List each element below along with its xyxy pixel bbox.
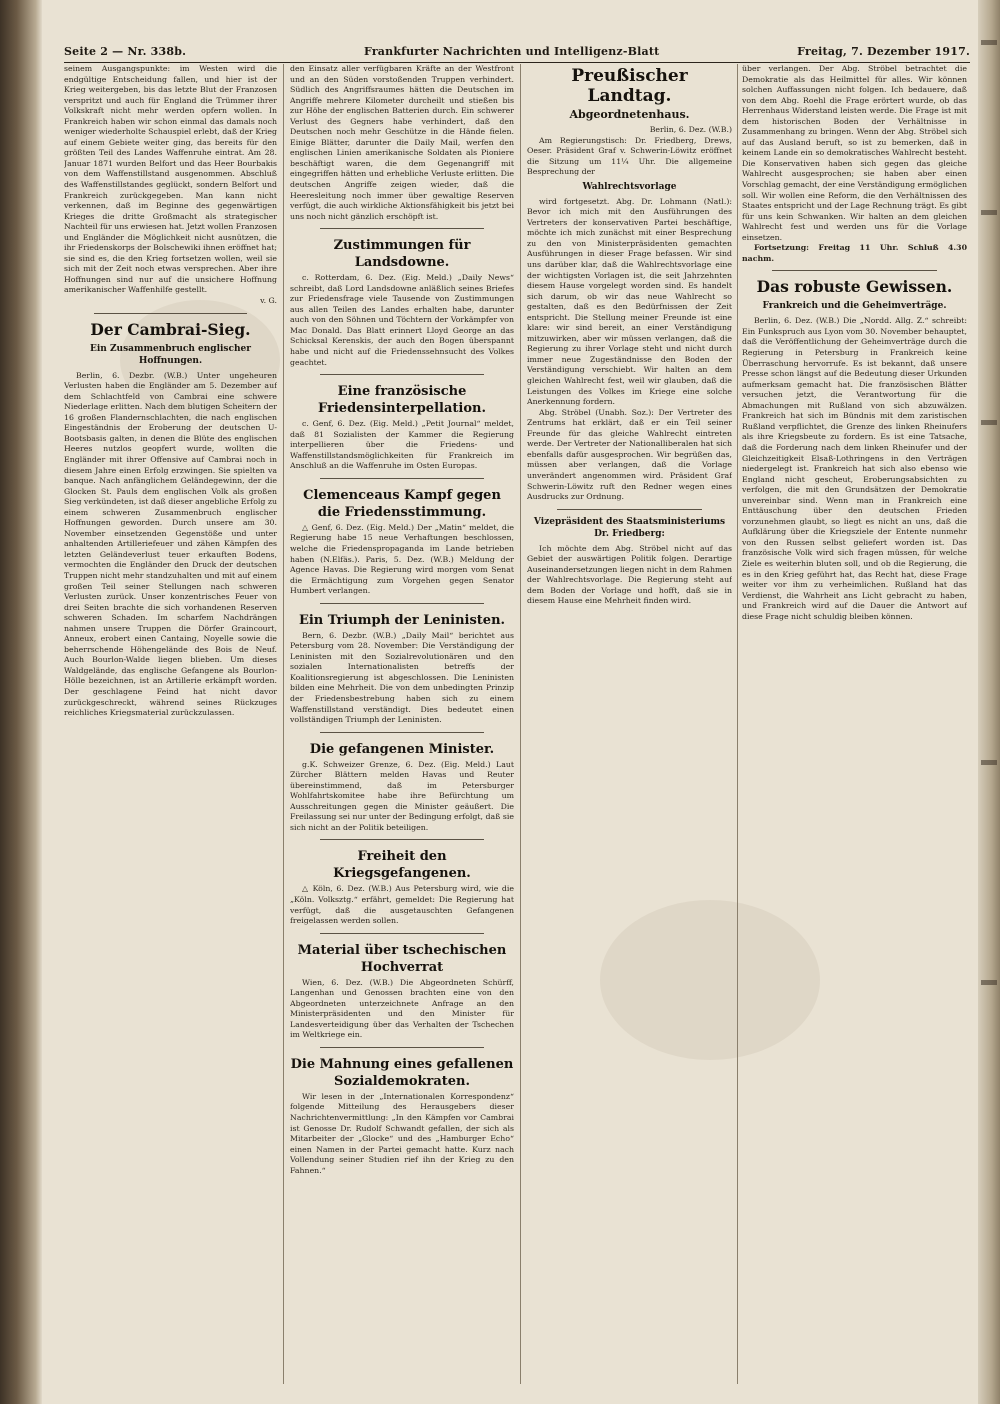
article-subheadline: Frankreich und die Geheimverträge. <box>762 301 947 312</box>
column-2 <box>290 64 514 1384</box>
divider <box>320 478 484 479</box>
article-continuation: über verlangen. Der Abg. Ströbel betrachtet die Demokratie als das Heilmittel für alles. Wir können solchen Auffassungen nicht folgen. Ich bedauere, daß von dem Abg. Roehl die Frage erörtert wurde, ob das Herrenhaus Widerstand leisten werde. Die Frage ist mit dem historischen Boden der Verhältnisse in Zusammenhang zu bringen. Wenn der Abg. Ströbel sich auf das Ausland beruft, so ist zu bemerken, daß in keinem Lande ein so demokratisches Wahlrecht besteht. Die Konservativen haben sich gegen das gleiche Wahlrecht ausgesprochen; sie haben aber einen Vorschlag gemacht, der eine Verständigung ermöglichen soll. Wir wollen eine Reform, die den Verhältnissen des Staates entspricht und der Lage Rechnung trägt. Es gibt für uns kein Schwanken. Wir halten an dem gleichen Wahlrecht fest und werden uns für die Vorlage einsetzen. <box>742 64 967 242</box>
article-headline: Der Cambrai-Sieg. <box>90 319 251 339</box>
column-4 <box>742 64 967 1384</box>
debate-speech: Abg. Ströbel (Unabh. Soz.): Der Vertreter des Zentrums hat erklärt, daß er ein Teil seiner Freunde für das gleiche Wahlrecht eintreten werde. Der Vertreter der Nationalliberalen hat sich ebenfalls dafür ausgesprochen. Wir begrüßen das, müssen aber verlangen, daß die Vorlage unverändert angenommen wird. Präsident Graf Schwerin-Löwitz ruft den Redner wegen eines Ausdrucks zur Ordnung. <box>527 407 732 502</box>
article-body: c. Genf, 6. Dez. (Eig. Meld.) „Petit Journal“ meldet, daß 81 Sozialisten der Kammer die Regierung interpellieren über die Friedens- und Waffenstillstandsmöglichkeiten für Frankreich im Anschluß an die Waffenruhe im Osten Europas. <box>290 419 514 471</box>
article-headline: Das robuste Gewissen. <box>756 277 953 297</box>
divider <box>320 732 484 733</box>
issue-date: Freitag, 7. Dezember 1917. <box>797 45 970 58</box>
article-subheadline: Ein Zusammenbruch englischer Hoffnungen. <box>90 343 251 366</box>
article-body: Bern, 6. Dezbr. (W.B.) „Daily Mail“ berichtet aus Petersburg vom 28. November: Die Verständigung der Leninisten mit den Sozialrevolutionären und den sozialen Internationalisten betreffs der Koalitionsregierung ist abgeschlossen. Die Leninisten bilden eine Mehrheit. Die von dem unbedingten Prinzip der Friedensbestrebung haben sich zu einem Waffenstillstand verständigt. Dies bedeutet einen vollständigen Triumph der Leninisten. <box>290 630 514 725</box>
book-binding <box>0 0 42 1404</box>
column-3 <box>527 64 732 1384</box>
divider <box>557 509 702 510</box>
newspaper-title: Frankfurter Nachrichten und Intelligenz-Blatt <box>364 45 660 58</box>
article-body: △ Genf, 6. Dez. (Eig. Meld.) Der „Matin“ meldet, die Regierung habe 15 neue Verhaftungen beschlossen, welche die Friedenspropaganda im Lande betrieben haben (N.Elfäs.). Paris, 5. Dez. (W.B.) Meldung der Agence Havas. Die Regierung wird morgen vom Senat die Ermächtigung zum Vorgehen gegen Senator Humbert verlangen. <box>290 522 514 596</box>
article-body: △ Köln, 6. Dez. (W.B.) Aus Petersburg wird, wie die „Köln. Volksztg.“ erfährt, gemeldet: Die Regierung hat verfügt, daß die ausgetauschten Gefangenen freigelassen werden sollen. <box>290 884 514 926</box>
article-headline: Material über tschechischen Hochverrat <box>297 942 507 975</box>
article-headline: Zustimmungen für Landsdowne. <box>333 238 471 271</box>
article-continuation: seinem Ausgangspunkte: im Westen wird die endgültige Entscheidung fallen, und hier ist der Krieg weitergeben, bis das letzte Blut der Franzosen verspritzt und auch für England die Trümmer ihrer Volkskraft nicht mehr werden opfern wollen. In Frankreich haben wir schon einmal das damals noch weniger wiederholte Schauspiel erlebt, daß der Krieg auf einem Gebiete weiter ging, das bereits für den größten Teil des Landes Waffenruhe eintrat. Am 28. Januar 1871 wurden Belfort und das Heer Bourbakis von dem Waffenstillstand ausgenommen. Abschluß des Waffenstillstandes geglückt, sondern Belfort und Frankreich zurückgegeben. Man kann nicht verkennen, daß im Beginne des gegenwärtigen Krieges die dritte Großmacht als strategischer Nachteil für uns erwiesen hat. Jetzt wollen Franzosen und Engländer die Möglichkeit nicht ausnützen, die ihr Friedenskorps der Bolschewiki ihnen eröffnet hat; sie sind es, die den Krieg fortsetzen wollen, weil sie sich mit der Zeit noch etwas versprechen. Aber ihre Hoffnungen sind nur auf die unsichere Hoffnung amerikanischer Waffenhilfe gestellt. <box>64 64 277 295</box>
section-subheadline: Abgeordnetenhaus. <box>569 108 690 121</box>
adjacent-page-edge <box>978 0 1000 1404</box>
divider <box>320 933 484 934</box>
divider <box>320 1047 484 1048</box>
article-headline: Clemenceaus Kampf gegen die Friedensstimmung. <box>303 487 501 520</box>
article-headline: Die Mahnung eines gefallenen Sozialdemokraten. <box>290 1056 514 1089</box>
article-body: Berlin, 6. Dez. (W.B.) Die „Nordd. Allg. Z.“ schreibt: Ein Funkspruch aus Lyon vom 30. November behauptet, daß die Veröffentlichung der Geheimverträge durch die Regierung in Petersburg in Frankreich keine Überraschung hervorrufe. Es ist bekannt, daß unsere Presse schon längst auf die Bedeutung dieser Urkunden aufmerksam gemacht hat. Die französischen Blätter versuchen jetzt, die Verantwortung für die Abmachungen mit Rußland von sich abzuwälzen. Frankreich hat sich im Bündnis mit dem zaristischen Rußland verpflichtet, die Grenze des linken Rheinufers als ihre Kriegsbeute zu fordern. Es ist eine Tatsache, daß die Forderung nach dem linken Rheinufer und der Gleichzeitigkeit Elsaß-Lothringens in den Verträgen niedergelegt ist. Frankreich hat sich also ebenso wie England nicht gescheut, Eroberungsabsichten zu verfolgen, die mit den Grundsätzen der Demokratie unvereinbar sind. Wenn man in Frankreich eine Enttäuschung über den deutschen Frieden vorzunehmen glaubt, so liegt es nicht an uns, daß die Aufklärung über die Kriegsziele der Entente nunmehr von den Russen selbst geliefert worden ist. Das französische Volk wird sich fragen müssen, für welche Ziele es weiterhin bluten soll, und ob die Regierung, die es in den Krieg geführt hat, das Recht hat, diese Frage weiter vor ihm zu verheimlichen. Rußland hat das Verdienst, die Wahrheit ans Licht gebracht zu haben, und Frankreich wird auf die Dauer die Antwort auf diese Frage nicht schuldig bleiben können. <box>742 316 967 621</box>
column-rule <box>283 64 284 1384</box>
article-continuation: den Einsatz aller verfügbaren Kräfte an der Westfront und an den Süden vorstoßenden Truppen verhindert. Südlich des Angriffsraumes hätten die Deutschen im Angriffe mehrere Kilometer durcheilt und stießen bis zur Höhe der englischen Batterien durch. Ein schwerer Verlust des Gegners habe verhindert, daß den Deutschen noch mehr Geschütze in die Hände fielen. Einige Blätter, darunter die Daily Mail, werfen den englischen Linien amerikanische Soldaten als Pioniere beschäftigt waren, die dem Gegenangriff mit eingegriffen hätten und erhebliche Verluste erlitten. Die deutschen Angriffe zeigen wieder, daß die Heeresleitung noch immer über gewaltige Reserven verfügt, die auch wirkliche Aktionsfähigkeit bis jetzt bei uns noch nicht gänzlich erschöpft ist. <box>290 64 514 221</box>
article-body: g.K. Schweizer Grenze, 6. Dez. (Eig. Meld.) Laut Zürcher Blättern melden Havas und Reuter übereinstimmend, daß im Petersburger Wohlfahrtskomitee habe ihre Befürchtung um Ausschreitungen gegen die Minister geäußert. Die Freilassung sei nur unter der Bedingung erfolgt, daß sie sich nicht an der Politik beteiligen. <box>290 759 514 832</box>
column-rule <box>520 64 521 1384</box>
divider <box>772 270 937 271</box>
article-body: c. Rotterdam, 6. Dez. (Eig. Meld.) „Daily News“ schreibt, daß Lord Landsdowne anläßlich seines Briefes zur Friedensfrage viele Tausende von Zustimmungen aus allen Teilen des Landes erhalten habe, darunter auch von den Söhnen und Töchtern der Vorkämpfer von Mac Donald. Das Blatt erinnert Lloyd George an das Schicksal Kerenskis, der auch den Bogen überspannt habe und nicht auf die Friedenssehnsucht des Volkes geachtet. <box>290 273 514 367</box>
divider <box>320 839 484 840</box>
page-number: Seite 2 — Nr. 338b. <box>64 45 187 58</box>
ministers-present: Am Regierungstisch: Dr. Friedberg, Drews, Oeser. Präsident Graf v. Schwerin-Löwitz eröffnet die Sitzung um 11¼ Uhr. Die allgemeine Besprechung der <box>527 135 732 177</box>
article-body: Berlin, 6. Dezbr. (W.B.) Unter ungeheuren Verlusten haben die Engländer am 5. Dezember auf dem Schlachtfeld von Cambrai eine schwere Niederlage erlitten. Nach dem blutigen Scheitern der 16 großen Flandernschlachten, die nach englischen Eingeständnis der Eroberung der deutschen U-Bootsbasis galten, in denen die Blüte des englischen Heeres nutzlos geopfert wurde, wollten die Engländer mit ihrer Offensive auf Cambrai noch in diesem Jahre einen Erfolg erzwingen. Sie spielten va banque. Nach anfänglichem Geländegewinn, der die Glocken St. Pauls dem englischen Volk als großen Sieg verkündeten, ist daß dieser angebliche Erfolg zu einem schweren Zusammenbruch englischer Hoffnungen geworden. Durch unsere am 30. November einsetzenden Gegenstöße und unter anhaltenden Artilleriefeuer und zähen Kämpfen des letzten Geländeverlust teuer erkauften Bodens, vermochten die Engländer den Druck der deutschen Truppen nicht mehr standzuhalten und mit auf einem großen Teil seiner Stellungen nach schweren Verlusten zurück. Unser konzentrisches Feuer von drei Seiten brachte die sich vorhandenen Reserven schweren Schaden. Im scharfem Nachdrängen nahmen unsere Truppen die Dörfer Graincourt, Anneux, erobert einen Cantaing, Noyelle sowie die beherrschende Höhengelände des Bois de Neuf. Auch Bourlon-Walde liegen blieben. Um dieses Waldgelände, das englische Gefangene als Bourlon-Hölle bezeichnen, ist an Artillerie erkämpft worden. Der geschlagene Feind hat nicht davor zurückgeschreckt, während seines Rückzuges reichliches Kriegsmaterial zurückzulassen. <box>64 370 277 718</box>
divider <box>320 603 484 604</box>
debate-speech: wird fortgesetzt. Abg. Dr. Lohmann (Natl.): Bevor ich mich mit den Ausführungen des Vertreters der konservativen Partei beschäftige, möchte ich mich zunächst mit einer Besprechung zu den von Ministerpräsidenten gemachten Ausführungen in dieser Frage befassen. Wir sind uns darüber klar, daß die Wahlrechtsvorlage eine der wichtigsten Vorlagen ist, die seit Jahrzehnten diesem Hause vorgelegt worden sind. Es handelt sich darum, ob wir das neue Wahlrecht so gestalten, daß es den Bedürfnissen der Zeit entspricht. Die Stellung meiner Freunde ist eine klare: wir sind bereit, an einer Verständigung mitzuwirken, aber wir müssen verlangen, daß die Regierung zu ihrer Vorlage steht und nicht durch immer neue Zugeständnisse den Boden der Verständigung verschiebt. Wir halten an dem gleichen Wahlrecht fest, weil wir glauben, daß die Leistungen des Volkes im Kriege eine solche Anerkennung fordern. <box>527 196 732 407</box>
divider <box>320 374 484 375</box>
column-rule <box>737 64 738 1384</box>
article-headline: Ein Triumph der Leninisten. <box>298 612 506 628</box>
divider <box>94 313 247 314</box>
session-adjournment: Fortsetzung: Freitag 11 Uhr. Schluß 4.30 nachm. <box>742 243 967 263</box>
speaker-heading: Vizepräsident des Staatsministeriums Dr. Friedberg: <box>533 516 726 539</box>
dateline: Berlin, 6. Dez. (W.B.) <box>649 125 732 134</box>
article-body: Wien, 6. Dez. (W.B.) Die Abgeordneten Schürff, Langenhan und Genossen brachten eine von den Abgeordneten unterzeichnete Anfrage an den Ministerpräsidenten und den Minister für Landesverteidigung über das Verhalten der Tschechen im Weltkriege ein. <box>290 977 514 1040</box>
agenda-topic: Wahlrechtsvorlage <box>582 181 677 192</box>
article-body: Wir lesen in der „Internationalen Korrespondenz“ folgende Mitteilung des Herausgebers dieser Nachrichtenvermittlung: „In den Kämpfen vor Cambrai ist Genosse Dr. Rudolf Schwandt gefallen, der sich als Mitarbeiter der „Glocke“ und des „Hamburger Echo“ einen Namen in der Partei gemacht hatte. Kurz nach Vollendung seiner Studien rief ihn der Krieg zu den Fahnen.“ <box>290 1091 514 1175</box>
article-headline: Die gefangenen Minister. <box>309 741 495 757</box>
article-headline: Freiheit den Kriegsgefangenen. <box>333 849 471 882</box>
debate-speech: Ich möchte dem Abg. Ströbel nicht auf das Gebiet der auswärtigen Politik folgen. Derartige Auseinandersetzungen liegen nicht in dem Rahmen der Wahlrechtsvorlage. Die Regierung steht auf dem Boden der Vorlage und hofft, daß sie in diesem Hause eine Mehrheit finden wird. <box>527 543 732 606</box>
author-signature: v. G. <box>260 296 277 306</box>
column-1 <box>64 64 277 1384</box>
article-headline: Eine französische Friedensinterpellation. <box>318 384 486 417</box>
divider <box>320 228 484 229</box>
section-headline: Preußischer Landtag. <box>571 66 688 106</box>
page-header <box>64 40 970 63</box>
